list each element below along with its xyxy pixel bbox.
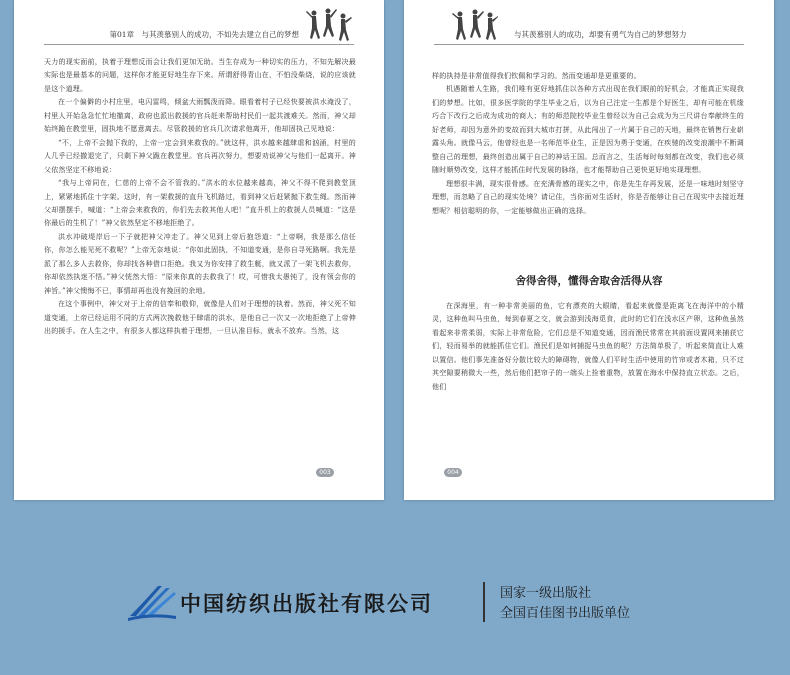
section-title: 舍得舍得，懂得舍取舍活得从容 xyxy=(515,275,663,287)
right-page-header xyxy=(434,16,744,45)
paragraph: 在这个事例中，神父对于上帝的信奉和敬仰，就像是人们对于理想的执着。然而，神父死不知道变通，上帝已经运用不同的方式两次挽救他于肆虐的洪水，是他自己一次又一次地拒绝了上帝伸出的援手。在人生之中，有很多人都这样执着于理想，一旦认准目标，就永不放弃。当然，这 xyxy=(44,300,356,336)
page-number: 004 xyxy=(444,468,462,477)
left-body-text xyxy=(44,56,356,339)
dancer-silhouettes-icon xyxy=(306,8,352,44)
paragraph: “我与上帝同在，仁慈的上帝不会不管我的。”洪水的水位越来越高，神父不得不爬到教堂顶上，紧紧地抓住十字架。这时，有一架救援的直升飞机路过，看到神父后赶紧抛下救生绳。然而神父却摆摆手，喊道：“上帝会来救我的，你们先去救其他人吧！”直升机上的救援人员喊道：“这是你最后的生机了！”神父依然坚定不移地拒绝了。 xyxy=(44,179,356,228)
paragraph: 天力的现实面前，执着于理想反而会让我们更加无助。当生存成为一种切实的压力，不知先解决最实际也是最基本的问题，这样你才能更好地生存下来。所谓舒得青山在，不怕没柴烧，说的应该就是这个道理。 xyxy=(44,58,356,93)
divider xyxy=(483,582,485,622)
publisher-tagline-2: 全国百佳图书出版单位 xyxy=(500,606,631,621)
right-body-text-bottom xyxy=(432,300,744,394)
right-page xyxy=(404,0,774,500)
right-header-text: 与其羡慕别人的成功，却要有勇气为自己的梦想努力 xyxy=(514,30,687,39)
dancer-silhouettes-icon xyxy=(452,8,498,44)
paragraph: 在一个偏僻的小村庄里，电闪雷鸣，倾盆大雨瓢泼而降。眼看着村子已经快要被洪水淹没了，村里人开始急急忙忙地撤离，政府也派出救援的官兵赶来帮助村民们一起共渡难关。然而，神父却始终跪在教堂里，固执地不愿意离去。尽管救援的官兵几次请求他离开，他却固执己见地说： xyxy=(44,98,356,134)
publisher-footer xyxy=(0,560,790,640)
publisher-tagline-1: 国家一级出版社 xyxy=(500,586,592,601)
paragraph: 机遇随着人生路，我们唯有更好地抓住以各种方式出现在我们眼前的好机会，才能真正实现我们的梦想。比如，很多医学院的学生毕业之后，以为自己注定一生都是个好医生，却有可能在机缘巧合下改行之后成为成功的商人；有的师范院校毕业生曾经以为自己会成为为三尺讲台奉献终生的好老师，却因为意外的变故而到大城市打拼，从此闯出了一片属于自己的天地，最终在销售行业崭露头角。就像马云，他曾经也是一名师范毕业生，正是因为勇于变通，在疾驰的改变浪潮中不断调整自己的理想，最终创造出属于自己的神话王国。总而言之，生活每时每刻都在改变，我们也必须随时顺势改变，这样才能抓住时代发展的脉络，也才能帮助自己更快更好地实现理想。 xyxy=(432,85,744,175)
paragraph: “不，上帝不会抛下我的，上帝一定会到来救我的。”就这样，洪水越来越肆虐和汹涌，村里的人几乎已经撤退完了，只剩下神父跪在教堂里。官兵再次努力，想要劝说神父与他们一起离开。神父依然坚定不移地说： xyxy=(44,138,356,174)
publisher-logo-icon xyxy=(128,582,176,622)
publisher-name: 中国纺织出版社有限公司 xyxy=(180,591,433,616)
left-header-text: 第01章 与其羡慕别人的成功，不如先去建立自己的梦想 xyxy=(109,30,299,39)
right-body-text-top xyxy=(432,70,744,218)
paragraph: 洪水冲破堤岸后一下子就把神父冲走了。神父见到上帝后抱怨道：“上帝啊，我是那么信任你，你怎么能见死不救呢？”上帝无奈地说：“你如此固执，不知道变通，是你自寻死路啊。我先是派了那么多人去救你，你却找各种借口拒绝。我又为你安排了救生艇，就又派了一架飞机去救你，你却依然执迷不悟。”神父恍然大悟：“原来你真的去救我了！哎，可惜我太愚钝了，没有领会你的神旨。”神父懊悔不已，事情却再也没有挽回的余地。 xyxy=(44,232,356,295)
paragraph: 样的执持是非常值得我们钦佩和学习的。然而变通却是更重要的。 xyxy=(432,72,641,80)
page-number: 003 xyxy=(316,468,334,477)
left-page-header xyxy=(44,16,354,45)
paragraph: 在深海里，有一种非常美丽的鱼，它有漂亮的大眼睛，看起来就像是距离飞在海洋中的小精灵，这种鱼叫马虫鱼，每到春夏之交，就会游到浅海觅食，此时的它们在浅水区产卵，这种鱼虽然看起来非常柔弱，实际上非常危险，它们总是不知道变通，因而渔民常常在其前面设置网来捕获它们，轻而易举的就能抓住它们。渔民们是如何捕捉马虫鱼的呢？方法简单极了，听起来简直让人难以置信。他们事先准备好分散比较大的障碍物，就像人们平时生活中使用的竹帘或者木箱，只不过其空隙要稍微大一些，然后他们把帘子的一端头上拴着重物，放置在海水中保持直立状态。之后，他们 xyxy=(432,302,744,391)
paragraph: 理想很丰满，现实很骨感。在充满骨感的现实之中，你是先生存再发展，还是一味地时刻坚守理想，而忽略了自己的现实处境？请记住，当你面对生活时，你是否能够让自己在现实中去接近理想呢？相信聪明的你，一定能够做出正确的选择。 xyxy=(432,179,744,215)
left-page xyxy=(14,0,384,500)
